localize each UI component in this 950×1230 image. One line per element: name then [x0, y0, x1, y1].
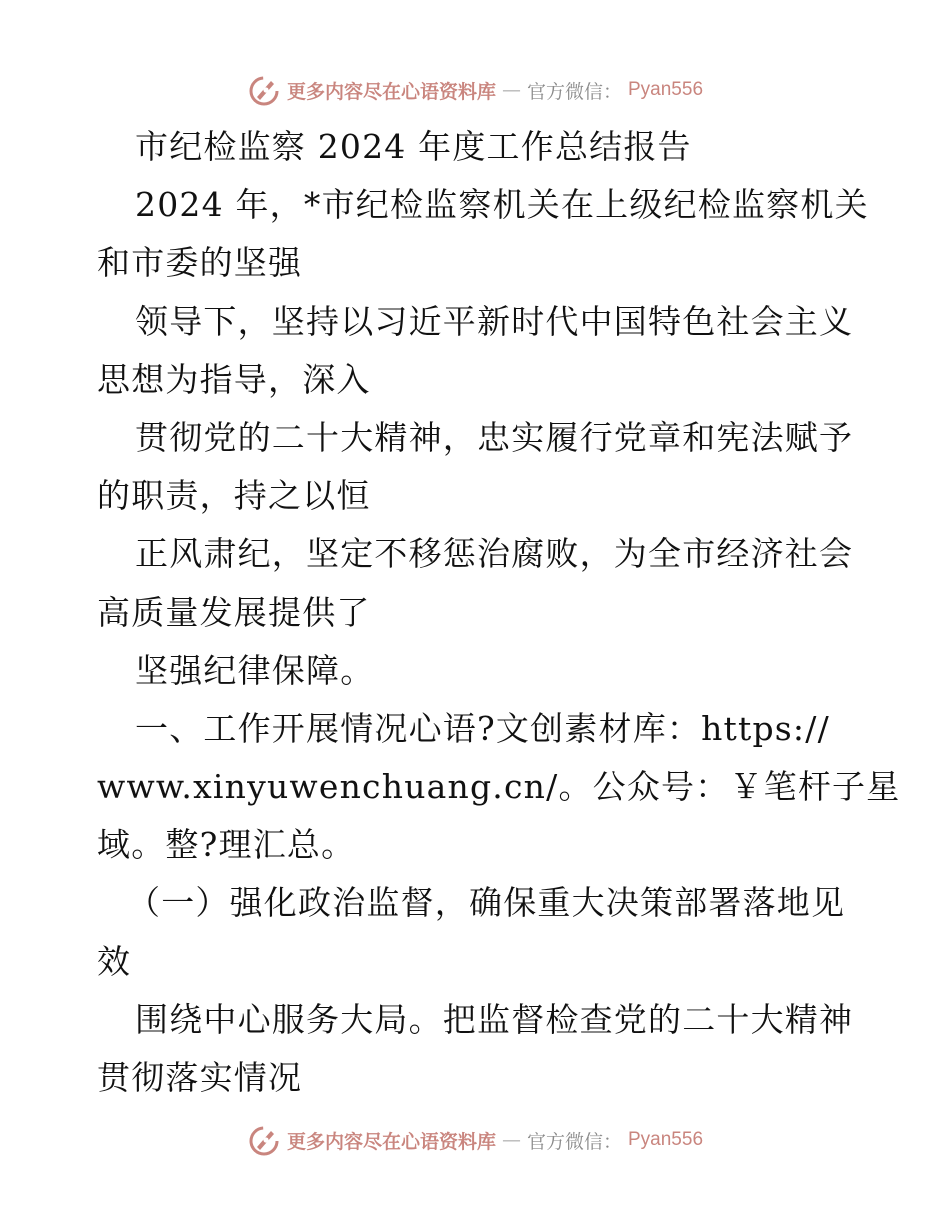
paragraph-line: 正风肃纪，坚定不移惩治腐败，为全市经济社会 — [135, 534, 854, 574]
paragraph-line: 域。整?理汇总。 — [97, 825, 356, 865]
pen-logo-icon — [247, 73, 281, 107]
paragraph-line: 高质量发展提供了 — [97, 592, 371, 632]
banner-label: 官方微信： — [526, 1130, 622, 1153]
banner-brand-text: 更多内容尽在心语资料库 — [286, 1130, 496, 1153]
footer-banner — [0, 1120, 950, 1160]
banner-dash: — — [501, 79, 521, 101]
subsection-heading: （一）强化政治监督，确保重大决策部署落地见 — [127, 883, 846, 923]
paragraph-line: 和市委的坚强 — [97, 243, 303, 283]
banner-brand-text: 更多内容尽在心语资料库 — [286, 80, 496, 103]
pen-logo-icon — [247, 1123, 281, 1157]
header-banner — [0, 70, 950, 110]
document-body — [97, 118, 901, 1107]
paragraph-line: 领导下，坚持以习近平新时代中国特色社会主义 — [135, 301, 854, 341]
banner-wechat-id: Pyan556 — [628, 1129, 704, 1150]
paragraph-line: 2024 年，*市纪检监察机关在上级纪检监察机关 — [135, 185, 869, 225]
paragraph-line: 贯彻落实情况 — [97, 1058, 303, 1097]
paragraph-line: 的职责，持之以恒 — [97, 476, 371, 516]
banner-dash: — — [501, 1129, 521, 1151]
paragraph-line: 围绕中心服务大局。把监督检查党的二十大精神 — [135, 999, 854, 1039]
banner-wechat-id: Pyan556 — [628, 79, 704, 100]
section-heading: 一、工作开展情况心语?文创素材库：https:// — [135, 708, 830, 748]
document-title: 市纪检监察 2024 年度工作总结报告 — [135, 127, 692, 166]
paragraph-line: 效 — [97, 941, 132, 981]
paragraph-line: 坚强纪律保障。 — [135, 650, 375, 690]
banner-label: 官方微信： — [526, 80, 622, 103]
paragraph-line: 思想为指导，深入 — [97, 359, 371, 399]
paragraph-line: www.xinyuwenchuang.cn/。公众号：￥笔杆子星 — [97, 767, 901, 807]
paragraph-line: 贯彻党的二十大精神，忠实履行党章和宪法赋予 — [135, 417, 854, 457]
